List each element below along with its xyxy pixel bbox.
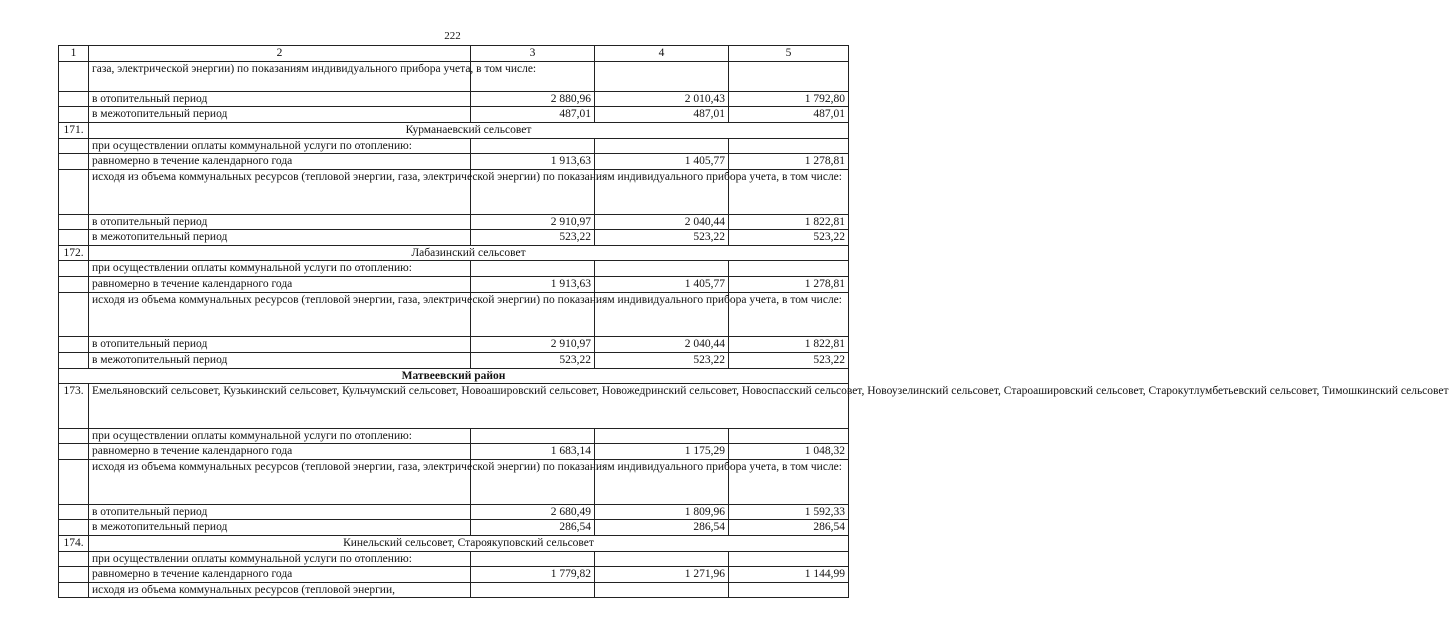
settlement-title: Кинельский сельсовет, Староякуповский сельсовет [89,536,849,552]
table-row [59,276,849,292]
value-col5: 487,01 [729,107,849,123]
row-number-cell [59,428,89,444]
table-row [59,107,849,123]
value-col3: 1 683,14 [471,444,595,460]
value-col4: 286,54 [595,520,729,536]
row-number-cell [59,138,89,154]
row-description: равномерно в течение календарного года [89,567,471,583]
value-col4: 487,01 [595,107,729,123]
value-col3 [471,138,595,154]
row-description: при осуществлении оплаты коммунальной услуги по отоплению: [89,261,471,277]
value-col4 [595,428,729,444]
row-number-cell [59,276,89,292]
value-col4: 523,22 [595,230,729,246]
row-number-cell [59,292,89,337]
value-col5 [729,61,849,91]
tariff-table-body [59,46,1449,598]
row-description: исходя из объема коммунальных ресурсов (тепловой энергии, газа, электрической энергии) по показаниям индивидуального прибора учета, в том числе: [89,169,471,214]
row-description: в межотопительный период [89,230,471,246]
row-description: исходя из объема коммунальных ресурсов (тепловой энергии, газа, электрической энергии) по показаниям индивидуального прибора учета, в том числе: [89,292,471,337]
table-row [59,444,849,460]
value-col3: 2 880,96 [471,91,595,107]
row-number-cell [59,551,89,567]
table-row [59,91,849,107]
row-number-cell [59,460,89,505]
table-row [59,551,849,567]
row-number-cell [59,504,89,520]
settlement-header-row [59,536,849,552]
column-number-row [59,46,849,62]
value-col3 [471,428,595,444]
table-row [59,230,849,246]
row-description: равномерно в течение календарного года [89,444,471,460]
value-col4: 1 809,96 [595,504,729,520]
value-col5: 523,22 [729,352,849,368]
value-col5: 1 592,33 [729,504,849,520]
value-col4 [595,551,729,567]
settlement-header-row [59,384,849,429]
row-number-cell [59,567,89,583]
row-description: равномерно в течение календарного года [89,276,471,292]
value-col3 [471,582,595,598]
row-number-cell [59,61,89,91]
district-title: Матвеевский район [59,368,849,384]
value-col3 [471,261,595,277]
settlement-header-row [59,122,849,138]
value-col4: 1 271,96 [595,567,729,583]
table-row [59,261,849,277]
value-col5: 1 822,81 [729,214,849,230]
value-col3: 286,54 [471,520,595,536]
column-header: 3 [471,46,595,62]
value-col4: 2 040,44 [595,337,729,353]
row-number-cell [59,107,89,123]
settlement-title: Лабазинский сельсовет [89,245,849,261]
column-header: 1 [59,46,89,62]
value-col5: 1 144,99 [729,567,849,583]
value-col4: 1 175,29 [595,444,729,460]
table-row [59,292,849,337]
row-number-cell [59,444,89,460]
value-col5 [729,428,849,444]
row-description: в межотопительный период [89,520,471,536]
value-col3: 487,01 [471,107,595,123]
value-col3: 1 913,63 [471,154,595,170]
row-number-cell [59,582,89,598]
value-col3: 1 913,63 [471,276,595,292]
value-col4: 2 010,43 [595,91,729,107]
value-col5: 1 278,81 [729,276,849,292]
row-number-cell [59,337,89,353]
table-row [59,214,849,230]
table-row [59,582,849,598]
settlement-number: 173. [59,384,89,429]
row-number-cell [59,520,89,536]
settlement-title: Емельяновский сельсовет, Кузькинский сельсовет, Кульчумский сельсовет, Новоашировский сельсовет, Новожедринский сельсовет, Новоспасский сельсовет, Новоузелинский сельсовет, Староашировский сельсовет, Старокутлумбетьевский сельсовет, Тимошкинский сельсовет [89,384,849,429]
value-col4 [595,61,729,91]
row-description: исходя из объема коммунальных ресурсов (тепловой энергии, газа, электрической энергии) по показаниям индивидуального прибора учета, в том числе: [89,460,471,505]
value-col3: 2 680,49 [471,504,595,520]
table-row [59,337,849,353]
table-row [59,169,849,214]
row-number-cell [59,230,89,246]
row-description: при осуществлении оплаты коммунальной услуги по отоплению: [89,428,471,444]
row-number-cell [59,352,89,368]
table-row [59,428,849,444]
row-number-cell [59,91,89,107]
value-col5: 1 822,81 [729,337,849,353]
value-col5: 1 792,80 [729,91,849,107]
row-description: в межотопительный период [89,107,471,123]
settlement-header-row [59,245,849,261]
value-col3: 523,22 [471,230,595,246]
value-col5: 286,54 [729,520,849,536]
value-col4 [595,138,729,154]
value-col4: 2 040,44 [595,214,729,230]
page-number: 222 [444,30,461,42]
column-header: 5 [729,46,849,62]
table-row [59,460,849,505]
value-col3: 2 910,97 [471,214,595,230]
row-number-cell [59,154,89,170]
settlement-number: 172. [59,245,89,261]
row-number-cell [59,214,89,230]
value-col5 [729,138,849,154]
settlement-number: 174. [59,536,89,552]
value-col4 [595,582,729,598]
table-row [59,567,849,583]
row-description: в отопительный период [89,214,471,230]
column-header: 4 [595,46,729,62]
row-description: при осуществлении оплаты коммунальной услуги по отоплению: [89,551,471,567]
row-number-cell [59,169,89,214]
table-row [59,61,849,91]
value-col3: 1 779,82 [471,567,595,583]
row-description: в отопительный период [89,91,471,107]
value-col5: 1 278,81 [729,154,849,170]
value-col3 [471,551,595,567]
district-header-row [59,368,849,384]
row-description: равномерно в течение календарного года [89,154,471,170]
value-col4 [595,261,729,277]
value-col3: 523,22 [471,352,595,368]
settlement-number: 171. [59,122,89,138]
value-col4: 523,22 [595,352,729,368]
row-description: в отопительный период [89,337,471,353]
value-col5 [729,551,849,567]
column-header: 2 [89,46,471,62]
row-description: при осуществлении оплаты коммунальной услуги по отоплению: [89,138,471,154]
row-description: газа, электрической энергии) по показаниям индивидуального прибора учета, в том числе: [89,61,471,91]
table-row [59,504,849,520]
table-row [59,138,849,154]
settlement-title: Курманаевский сельсовет [89,122,849,138]
row-description: в межотопительный период [89,352,471,368]
row-number-cell [59,261,89,277]
row-description: в отопительный период [89,504,471,520]
value-col5 [729,261,849,277]
value-col5 [729,582,849,598]
tariff-table [58,45,1449,598]
value-col5: 523,22 [729,230,849,246]
value-col3: 2 910,97 [471,337,595,353]
value-col5: 1 048,32 [729,444,849,460]
value-col4: 1 405,77 [595,276,729,292]
table-row [59,520,849,536]
row-description: исходя из объема коммунальных ресурсов (тепловой энергии, [89,582,471,598]
table-row [59,352,849,368]
value-col4: 1 405,77 [595,154,729,170]
table-row [59,154,849,170]
